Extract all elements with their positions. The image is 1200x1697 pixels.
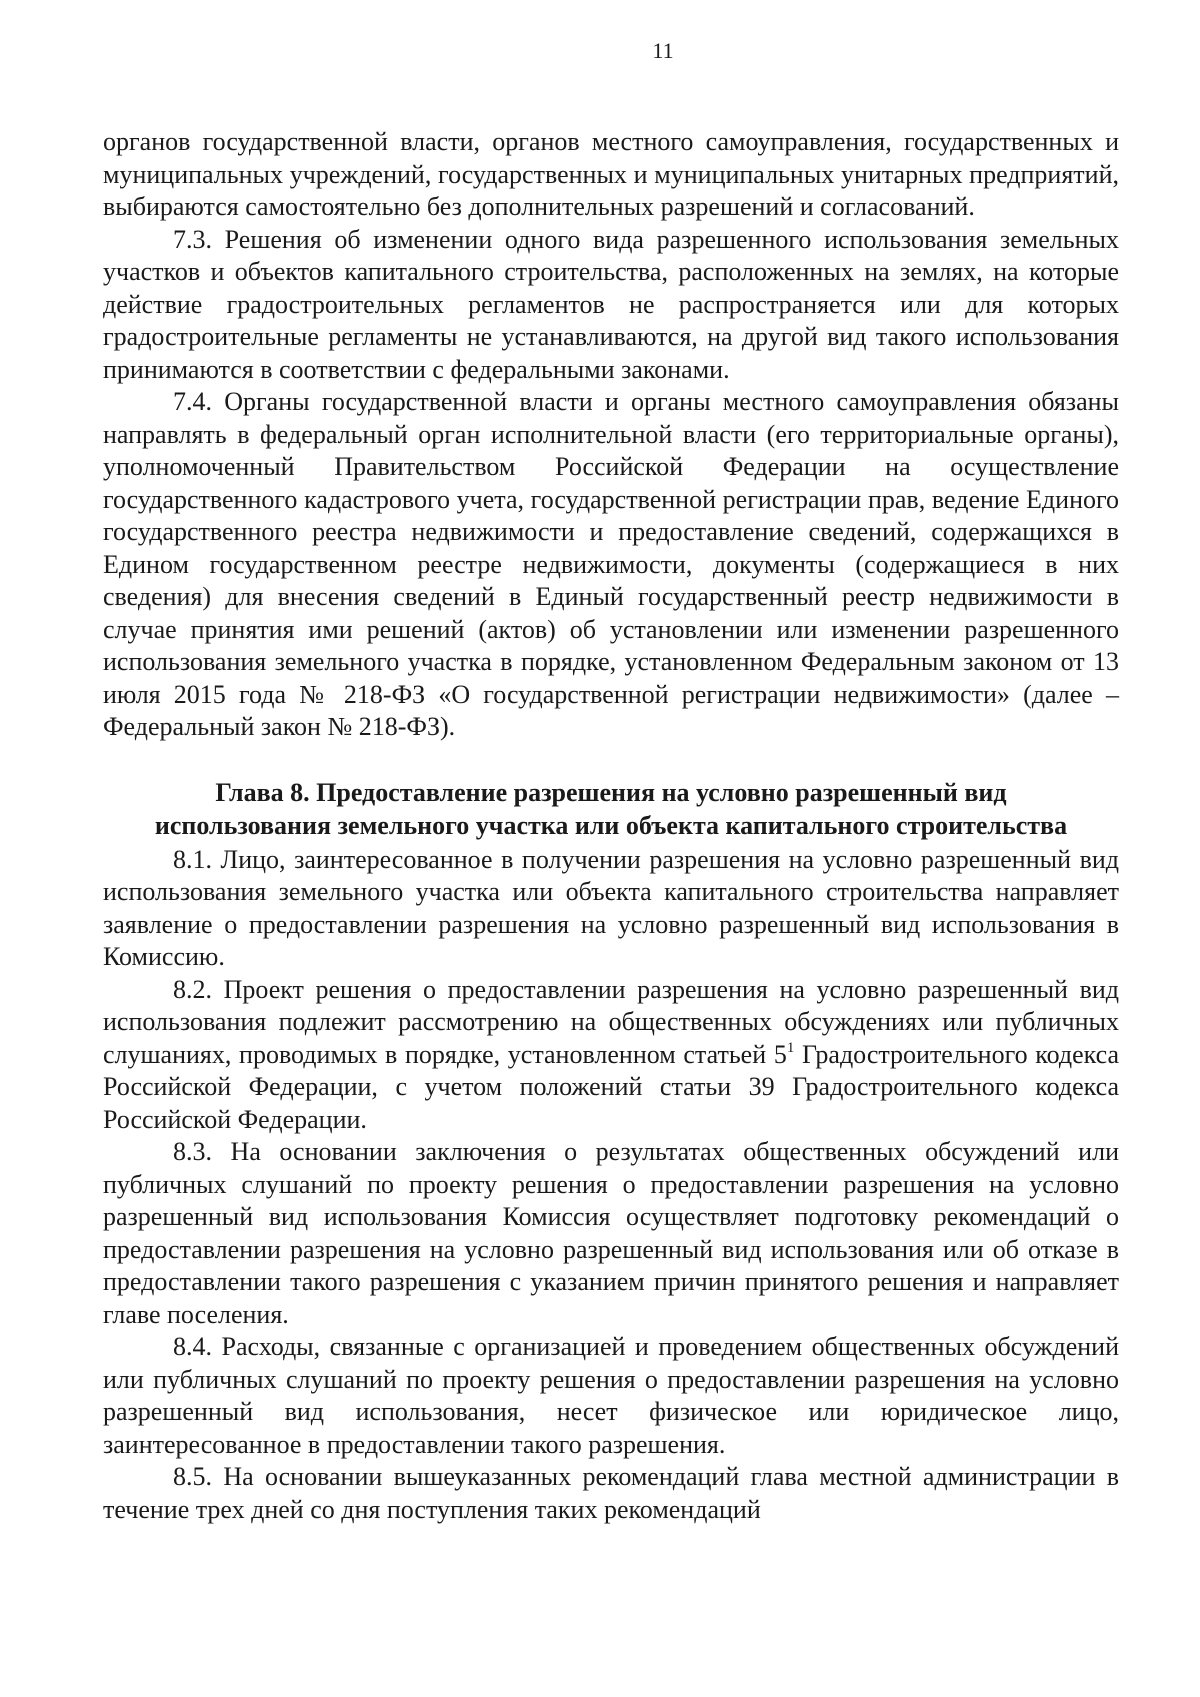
paragraph-7-4: 7.4. Органы государственной власти и органы местного самоуправления обязаны направлять в федеральный орган исполнительной власти (его территориальные органы), уполномоченный Правительством Российской Федерации на осуществление государственного кадастрового учета, государственной регистрации прав, ведение Единого государственного реестра недвижимости и предоставление сведений, содержащихся в Едином государственном реестре недвижимости, документы (содержащиеся в них сведения) для внесения сведений в Единый государственный реестр недвижимости в случае принятия ими решений (актов) об установлении или изменении разрешенного использования земельного участка в порядке, установленном Федеральным законом от 13 июля 2015 года № 218-ФЗ «О государственной регистрации недвижимости» (далее – Федеральный закон № 218-ФЗ).	[103, 387, 1119, 741]
paragraph-8-3: 8.3. На основании заключения о результатах общественных обсуждений или публичных слушаний по проекту решения о предоставлении разрешения на условно разрешенный вид использования Комиссия осуществляет подготовку рекомендаций о предоставлении разрешения на условно разрешенный вид использования или об отказе в предоставлении такого разрешения с указанием причин принятого решения и направляет главе поселения.	[103, 1137, 1119, 1329]
paragraph-7-2-continuation: органов государственной власти, органов местного самоуправления, государственных и муниципальных учреждений, государственных и муниципальных унитарных предприятий, выбираются самостоятельно без дополнительных разрешений и согласований.	[103, 127, 1119, 221]
chapter-8-title-line-2: использования земельного участка или объекта капитального строительства	[154, 810, 1068, 840]
paragraph-8-2	[103, 974, 1119, 1137]
paragraph-8-1: 8.1. Лицо, заинтересованное в получении разрешения на условно разрешенный вид использования земельного участка или объекта капитального строительства направляет заявление о предоставлении разрешения на условно разрешенный вид использования в Комиссию.	[103, 844, 1119, 971]
document-page	[103, 36, 1119, 1526]
paragraph-8-4: 8.4. Расходы, связанные с организацией и проведением общественных обсуждений или публичных слушаний по проекту решения о предоставлении разрешения на условно разрешенный вид использования, несет физическое или юридическое лицо, заинтересованное в предоставлении такого разрешения.	[103, 1332, 1119, 1459]
paragraph-8-2-part-1: 8.2. Проект решения о предоставлении разрешения на условно разрешенный вид использования подлежит рассмотрению на общественных обсуждениях или публичных слушаниях, проводимых в порядке, установленном статьей 5	[103, 974, 1119, 1069]
paragraph-8-5: 8.5. На основании вышеуказанных рекомендаций глава местной администрации в течение трех дней со дня поступления таких рекомендаций	[103, 1462, 1119, 1524]
page-number: 11	[652, 38, 674, 63]
paragraph-8-2-part-2: Градостроительного кодекса Российской Федерации, с учетом положений статьи 39 Градостроительного кодекса Российской Федерации.	[103, 1039, 1120, 1134]
chapter-8-title	[103, 776, 1119, 842]
superscript-1: 1	[786, 1039, 795, 1056]
chapter-8-title-line-1: Глава 8. Предоставление разрешения на условно разрешенный вид	[215, 777, 1007, 807]
paragraph-7-3: 7.3. Решения об изменении одного вида разрешенного использования земельных участков и объектов капитального строительства, расположенных на землях, на которые действие градостроительных регламентов не распространяется или для которых градостроительные регламенты не устанавливаются, на другой вид такого использования принимаются в соответствии с федеральными законами.	[103, 224, 1119, 384]
